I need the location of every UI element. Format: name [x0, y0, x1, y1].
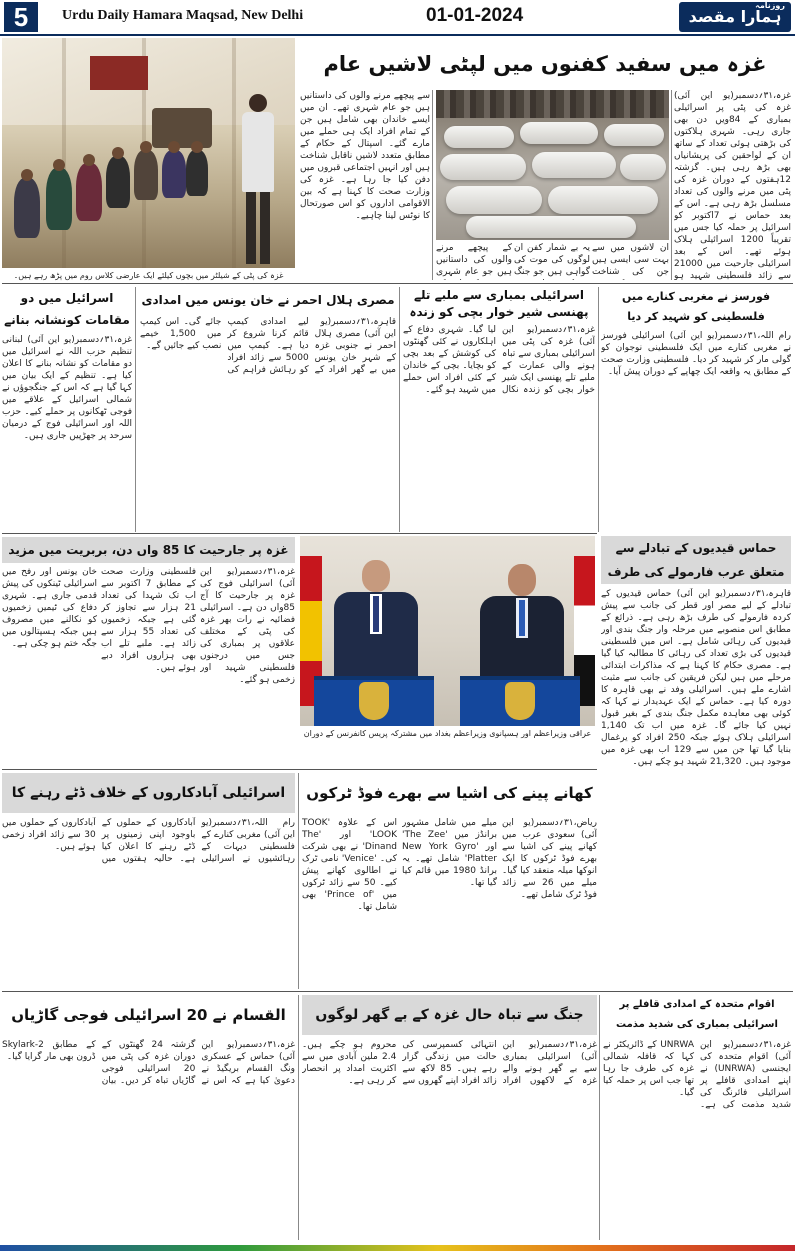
- footer-color-bar: [0, 1245, 795, 1251]
- prisoner-swap-body: [601, 588, 791, 988]
- food-truck-body-1: [502, 817, 597, 987]
- lead-paragraph: غزہ،۳۱؍دسمبر(یو این آئی) غزہ کی پٹی پر اسرائیلی بمباری کے 84ویں دن بھی جاری رہی۔ شہری ہلاکتوں کی بڑھتی ہوئی تعداد کے ساتھ ان کے لواحقین کی پریشانیاں بھی بڑھ رہی ہیں۔ گزشتہ 12ہفتوں کے دوران غزہ کی پٹی میں مرنے والوں کی تعداد مسلسل بڑھ رہی ہے۔ اس کے بعد حماس نے 7اکتوبر کو اسرائیل پر حملہ کیا جس میں تقریباً 1200 اسرائیلی ہلاک ہوئے تھے۔ اس کے بعد اسرائیلی جارحیت میں 21000 سے زائد فلسطینی شہید ہو: [674, 91, 791, 280]
- crowd-background: [436, 90, 669, 118]
- day-85-body-col1: [200, 566, 295, 766]
- spanish-pm-figure: [334, 560, 418, 680]
- tent-stripe: [232, 38, 236, 268]
- press-conference-caption: عراقی وزیراعظم اور ہسپانوی وزیراعظم بغداد میں مشترکہ پریس کانفرنس کے دوران: [303, 729, 592, 738]
- day-85-body-col2: [101, 566, 196, 766]
- section-rule: [2, 283, 793, 284]
- lead-paragraph: یہ بے شمار کفن ان لوگوں کی موت کی گواہی ہیں جو جنگ: [514, 243, 590, 277]
- iraq-emblem-icon: [359, 682, 389, 720]
- story-paragraph: غزہ،۳۱؍دسمبر(یو این آئی) لبنانی تنظیم حزب اللہ نے اسرائیل میں دو مقامات کو نشانہ بنانے کا اعلان کیا ہے۔ تنظیم کے ایک بیان میں کہا گیا ہے کہ اس کے جنگجوؤں نے شمالی اسرائیل کے علاقے میں فوجی ٹھکانوں پر حملے کیے۔ حزب اللہ اور اسرائیلی فوج کے درمیان سرحد پر جھڑپیں جاری ہیں۔: [2, 335, 132, 441]
- child-figure: [76, 163, 102, 221]
- shroud: [532, 152, 616, 178]
- classroom-photo-caption: غزہ کی پٹی کے شیلٹر میں بچوں کیلئے ایک عارضی کلاس روم میں پڑھ رہے ہیں۔: [13, 271, 284, 280]
- column-rule: [298, 995, 299, 1240]
- story-paragraph: ریاض،۳۱؍دسمبر(یو این آئی) سعودی عرب میں کھانے پینے کی اشیا سے بھرے فوڈ ٹرکوں کا ایک انوکھا میلہ منعقد کیا گیا۔ میلے میں 26 سے زائد فوڈ ٹرک شامل تھے۔: [502, 818, 597, 900]
- lead-body-mid-b: [592, 242, 669, 280]
- story-paragraph: غزہ،۳۱؍دسمبر(یو این آئی) اقوام متحدہ کی ایجنسی (UNRWA) نے اپنے امدادی قافلے پر اسرائیلی فائرنگ کی شدید مذمت کی ہے۔ UNRWA کے ڈائریکٹر نے کہا کہ قافلہ شمالی غزہ کی طرف جا رہا تھا جب اس پر حملہ کیا گیا۔: [603, 1040, 791, 1110]
- classroom-photo: [2, 38, 295, 268]
- child-figure: [134, 150, 158, 200]
- child-figure: [106, 156, 130, 208]
- story-paragraph: میلے میں شامل مشہور برانڈز میں 'The Zee' اور 'New York Gyro Platter' شامل تھے۔ یہ برانڈ 1980 میں قائم کیا گیا تھا۔: [402, 818, 497, 888]
- lead-paragraph: کے پیچھے مرنے والوں کی داستانیں ہیں جو عام شہری: [436, 243, 512, 277]
- infant-rescued-headline: اسرائیلی بمباری سے ملبے تلے پھنسی شیر خوار بچی کو زندہ: [409, 288, 589, 319]
- settlers-body: [2, 817, 295, 987]
- red-crescent-headline: مصری ہلال احمر نے خان یونس میں امدادی: [141, 293, 395, 307]
- masthead: [0, 0, 795, 36]
- column-rule: [432, 90, 433, 280]
- section-rule: [2, 991, 793, 992]
- lead-body-left: [300, 90, 430, 280]
- lead-paragraph: سے پیچھے مرنے والوں کی داستانیں ہیں جو عام شہری تھے۔ ان میں ایسے خاندان بھی شامل ہیں جن کے تمام افراد ایک ہی حملے میں مارے گئے۔ اسپتال کے حکام کے مطابق متعدد لاشیں ناقابل شناخت ہیں اور انہیں اجتماعی قبروں میں دفن کیا جا رہا ہے۔ غزہ کی وزارت صحت کا کہنا ہے کہ بین الاقوامی اداروں کو اس صورتحال کا نوٹس لینا چاہیے۔: [300, 91, 430, 221]
- lead-paragraph: ان لاشوں میں سے بہت سی ایسی ہیں جن کی شناخت: [592, 243, 669, 277]
- west-bank-headline: فورسز نے مغربی کنارے میں فلسطینی کو شہید کر دیا: [621, 290, 771, 323]
- shroud: [620, 154, 666, 180]
- column-rule: [298, 773, 299, 989]
- story-paragraph: رام اللہ،۳۱؍دسمبر(یو این آئی) مغربی کنارے کے فلسطینی دیہات کے رہائشیوں نے اسرائیلی آبادکاروں کے حملوں کے باوجود اپنی زمینوں پر ڈٹے رہنے کا اعلان کیا ہے۔ حالیہ ہفتوں میں آبادکاروں کے حملوں میں 30 سے زائد افراد زخمی ہوئے ہیں۔: [2, 818, 295, 864]
- day-85-body-col3: [2, 566, 97, 766]
- un-convoy-headline: اقوام متحدہ کے امدادی قافلے پر اسرائیلی بمباری کی شدید مذمت: [616, 999, 778, 1030]
- story-paragraph: اس کے علاوہ 'TOOK LOOK' اور 'The Dinand' نے بھی شرکت کی۔ 'Venice' نامی ٹرک نے اطالوی کھانے پیش کیے۔ 50 سے زائد ٹرکوں میں 'Prince of' بھی شامل تھا۔: [302, 818, 397, 912]
- lead-body-mid-c: [436, 242, 512, 280]
- story-paragraph: غزہ،۳۱؍دسمبر(یو این آئی) اسرائیلی بمباری سے بے گھر ہونے والے غزہ کے لاکھوں افراد انتہائی کسمپرسی کی حالت میں زندگی گزار رہے ہیں۔ 85 لاکھ سے زائد افراد اپنے گھروں سے محروم ہو چکے ہیں۔ 2.4 ملین آبادی میں سے اکثریت امداد پر انحصار کر رہی ہے۔: [302, 1040, 597, 1086]
- story-paragraph: غزہ،۳۱؍دسمبر(یو این آئی) اسرائیلی فوج کی غزہ پر جارحیت کا آج 85واں دن ہے۔ اسرائیلی فضائیہ نے رات بھر غزہ کی پٹی کے مختلف علاقوں پر بمباری کی جس میں درجنوں فلسطینی شہید اور زخمی ہو گئے۔: [200, 567, 295, 685]
- shroud: [440, 154, 526, 180]
- displaced-gaza-headline: جنگ سے تباہ حال غزہ کے بے گھر لوگوں: [302, 995, 597, 1035]
- israel-targets-body: [2, 334, 132, 530]
- hanging-cloth: [90, 56, 148, 90]
- lead-body-mid-a: [514, 242, 590, 280]
- page-number: 5: [4, 2, 38, 32]
- paper-name: Urdu Daily Hamara Maqsad, New Delhi: [62, 8, 304, 23]
- logo-text: ہمارا مقصد: [688, 7, 782, 26]
- day-85-headline: غزہ پر جارحیت کا 85 واں دن، بربریت میں مزید: [2, 537, 295, 563]
- qassam-headline: القسام نے 20 اسرائیلی فوجی گاڑیاں: [11, 1006, 286, 1024]
- tent-stripe: [62, 38, 66, 268]
- shroud: [444, 126, 514, 148]
- shrouded-bodies-photo: [436, 90, 669, 240]
- story-paragraph: رام اللہ،۳۱؍دسمبر(یو این آئی) اسرائیلی فورسز نے مغربی کنارے میں ایک فلسطینی نوجوان کو گولی مار کر شہید کر دیا۔ فلسطینی وزارت صحت کے مطابق یہ واقعہ ایک چھاپے کے دوران پیش آیا۔: [601, 331, 791, 377]
- shroud: [548, 186, 658, 214]
- west-bank-body: [601, 330, 791, 530]
- column-rule: [399, 287, 400, 532]
- food-truck-headline: کھانے پینے کی اشیا سے بھرے فوڈ ٹرکوں: [306, 784, 593, 802]
- story-paragraph: فلسطینی وزارت صحت کے مطابق 7 اکتوبر سے اب تک شہدا کی تعداد 21 ہزار سے تجاوز کر گئی ہے جبکہ زخمیوں کی تعداد 55 ہزار سے زائد ہے۔ ملبے تلے اب بھی ہزاروں افراد دبے ہوئے ہیں۔: [101, 567, 196, 673]
- story-paragraph: غزہ،۳۱؍دسمبر(یو این آئی) غزہ کی پٹی میں اسرائیلی بمباری سے تباہ ہونے والی عمارت کے ملبے تلے پھنسی ایک شیر خوار بچی کو زندہ نکال لیا گیا۔ شہری دفاع کے اہلکاروں نے کئی گھنٹوں کی کوشش کے بعد بچی کو بچایا۔ بچی کے خاندان کے کئی افراد اس حملے میں شہید ہو گئے۔: [403, 325, 595, 395]
- newspaper-logo: [679, 2, 791, 32]
- bag-pile: [152, 108, 212, 148]
- iraqi-pm-figure: [480, 564, 564, 680]
- child-figure: [186, 150, 208, 196]
- column-rule: [135, 287, 136, 532]
- shroud: [466, 216, 636, 238]
- red-crescent-body: [140, 316, 396, 530]
- story-paragraph: قاہرہ،۳۱؍دسمبر(یو این آئی) مصری ہلال احمر نے جنوبی غزہ کے شہر خان یونس میں بے گھر افراد کے لیے امدادی کیمپ قائم کرنا شروع کر دیا ہے۔ کیمپ میں 5000 سے زائد افراد کو رہائش فراہم کی جائے گی۔ اس کیمپ میں 1,500 خیمے نصب کیے جائیں گے۔: [140, 317, 396, 375]
- iraq-emblem-icon: [505, 682, 535, 720]
- prisoner-swap-headline: حماس قیدیوں کے تبادلے سے متعلق عرب فارمولے کی طرف: [601, 536, 791, 584]
- shroud: [520, 122, 598, 144]
- un-convoy-body: [603, 1039, 791, 1239]
- settlers-headline: اسرائیلی آبادکاروں کے خلاف ڈٹے رہنے کا: [2, 773, 295, 813]
- israel-targets-headline: اسرائیل میں دو مقامات کونشانہ بنانے: [4, 291, 130, 327]
- story-paragraph: خان یونس اور رفح میں اسرائیلی ٹینکوں کی پیش قدمی جاری ہے۔ شہری دفاع کی ٹیمیں زخمیوں کو نکالنے میں مصروف ہیں جبکہ ہسپتالوں میں جگہ ختم ہو چکی ہے۔: [2, 567, 97, 649]
- food-truck-body-3: [302, 817, 397, 987]
- column-rule: [671, 90, 672, 280]
- press-conference-photo: [300, 536, 595, 726]
- infant-rescued-body: [403, 324, 595, 530]
- child-figure: [162, 150, 186, 198]
- section-rule: [2, 533, 597, 534]
- shroud: [446, 186, 542, 214]
- speaker-figure: [240, 94, 276, 264]
- shroud: [604, 124, 664, 146]
- logo-small-text: روزنامہ: [755, 1, 785, 10]
- column-rule: [598, 287, 599, 532]
- child-figure: [14, 178, 40, 238]
- food-truck-body-2: [402, 817, 497, 987]
- displaced-gaza-body: [302, 1039, 597, 1239]
- story-paragraph: غزہ،۳۱؍دسمبر(یو این آئی) حماس کے عسکری ونگ القسام بریگیڈ نے دعویٰ کیا ہے کہ اس نے گزشتہ 24 گھنٹوں کے دوران غزہ کی پٹی میں 20 اسرائیلی فوجی گاڑیاں تباہ کر دیں۔ بیان کے مطابق Skylark-2 ڈرون بھی مار گرایا گیا۔: [2, 1040, 295, 1086]
- story-paragraph: قاہرہ،۳۱؍دسمبر(یو این آئی) حماس قیدیوں کے تبادلے کے لیے مصر اور قطر کی جانب سے پیش کردہ فارمولے کی طرف بڑھ رہی ہے۔ ذرائع کے مطابق اس منصوبے میں مرحلہ وار جنگ بندی اور قیدیوں کی رہائی شامل ہے۔ اس میں فلسطینی قیدیوں کی بڑی تعداد کی رہائی کا مطالبہ کیا گیا ہے۔ مصری حکام کا کہنا ہے کہ مذاکرات ابتدائی مرحلے میں ہیں لیکن فریقین کی جانب سے مثبت اشارے ملے ہیں۔ اسرائیلی وفد نے بھی قاہرہ کا دورہ کیا ہے۔ حماس کے ایک عہدیدار نے کہا کہ کوئی بھی معاہدہ مکمل جنگ بندی کے بغیر قبول نہیں کیا جائے گا۔ غزہ میں اب تک 1,140 اسرائیلی ہلاک ہوئے جبکہ 250 افراد کو یرغمال بنایا گیا تھا جن میں سے 129 اب بھی غزہ میں موجود ہیں۔ 21,320 شہید ہو چکے ہیں۔: [601, 589, 791, 767]
- qassam-body: [2, 1039, 295, 1239]
- lead-body-right: [674, 90, 791, 280]
- section-rule: [2, 769, 597, 770]
- lead-headline: غزہ میں سفید کفنوں میں لپٹی لاشیں عام: [323, 52, 767, 76]
- issue-date: 01-01-2024: [426, 5, 524, 26]
- child-figure: [46, 168, 72, 230]
- column-rule: [599, 995, 600, 1240]
